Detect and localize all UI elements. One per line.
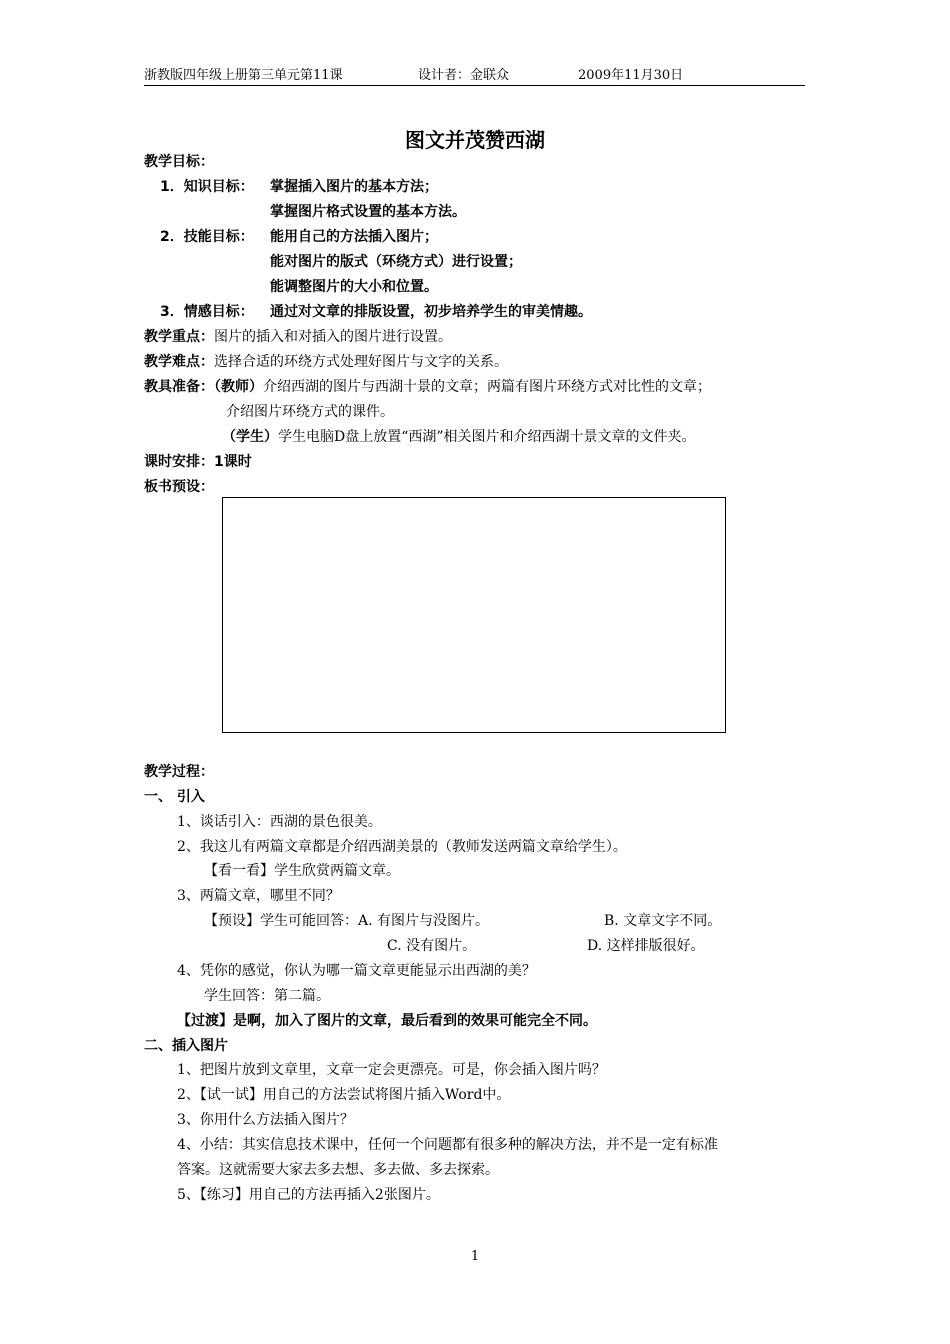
section-2-line-3: 3、你用什么方法插入图片？ <box>177 1112 354 1128</box>
section-2-line-6: 5、【练习】用自己的方法再插入2张图片。 <box>177 1187 440 1203</box>
objective-knowledge-1: 掌握插入图片的基本方法； <box>270 179 438 195</box>
materials-label: 教具准备： <box>144 379 214 395</box>
header-rule <box>144 85 805 86</box>
blackboard-plan-box <box>222 497 726 733</box>
materials-student-text: 学生电脑D盘上放置“西湖”相关图片和介绍西湖十景文章的文件夹。 <box>278 429 696 445</box>
materials-teacher-text-2: 介绍图片环绕方式的课件。 <box>226 404 394 420</box>
section-1-line-1: 1、谈话引入：西湖的景色很美。 <box>177 814 382 830</box>
schedule: 课时安排：1课时 <box>144 454 252 470</box>
objective-emotion-label: 3．情感目标： <box>160 304 254 320</box>
objective-emotion-1: 通过对文章的排版设置，初步培养学生的审美情趣。 <box>270 304 592 320</box>
header-course: 浙教版四年级上册第三单元第11课 <box>144 68 343 83</box>
key-point-text: 图片的插入和对插入的图片进行设置。 <box>214 329 452 345</box>
section-1-line-8: 学生回答：第二篇。 <box>204 988 330 1004</box>
board-label: 板书预设： <box>144 479 214 495</box>
section-1-line-2: 2、我这儿有两篇文章都是介绍西湖美景的（教师发送两篇文章给学生）。 <box>177 839 627 855</box>
page-number: 1 <box>470 1249 480 1264</box>
header-date: 2009年11月30日 <box>578 68 684 83</box>
objective-knowledge-label: 1．知识目标： <box>160 179 254 195</box>
objective-skill-2: 能对图片的版式（环绕方式）进行设置； <box>270 254 522 270</box>
difficulty-line <box>144 353 508 371</box>
section-2-line-2: 2、【试一试】用自己的方法尝试将图片插入Word中。 <box>177 1087 511 1103</box>
section-1-line-4: 3、两篇文章，哪里不同？ <box>177 888 340 904</box>
objective-knowledge-2: 掌握图片格式设置的基本方法。 <box>270 204 466 220</box>
difficulty-label: 教学难点： <box>144 354 214 370</box>
section-1-option-a: 【预设】学生可能回答：A. 有图片与没图片。 <box>204 913 490 929</box>
section-1-option-c: C. 没有图片。 <box>387 938 477 954</box>
materials-line <box>144 378 711 396</box>
key-point-line <box>144 328 452 346</box>
process-heading: 教学过程： <box>144 764 214 780</box>
page-title: 图文并茂赞西湖 <box>405 128 545 152</box>
materials-student-line <box>222 428 696 446</box>
section-1-heading: 一、 引入 <box>144 789 205 805</box>
section-2-line-1: 1、把图片放到文章里，文章一定会更漂亮。可是，你会插入图片吗？ <box>177 1062 606 1078</box>
section-1-option-b: B. 文章文字不同。 <box>604 913 722 929</box>
section-1-line-7: 4、凭你的感觉，你认为哪一篇文章更能显示出西湖的美？ <box>177 963 536 979</box>
section-2-heading: 二、插入图片 <box>144 1038 228 1054</box>
objective-skill-3: 能调整图片的大小和位置。 <box>270 279 438 295</box>
section-2-line-4: 4、小结：其实信息技术课中，任何一个问题都有很多种的解决方法，并不是一定有标准 <box>177 1137 718 1153</box>
materials-student-tag: （学生） <box>222 429 278 445</box>
section-1-option-d: D. 这样排版很好。 <box>587 938 705 954</box>
materials-teacher-text: 介绍西湖的图片与西湖十景的文章；两篇有图片环绕方式对比性的文章； <box>263 379 711 395</box>
objective-skill-1: 能用自己的方法插入图片； <box>270 229 438 245</box>
section-1-transition: 【过渡】是啊，加入了图片的文章，最后看到的效果可能完全不同。 <box>177 1013 597 1029</box>
section-1-line-3: 【看一看】学生欣赏两篇文章。 <box>204 863 400 879</box>
header-designer: 设计者：金联众 <box>418 68 510 83</box>
key-point-label: 教学重点： <box>144 329 214 345</box>
objective-skill-label: 2．技能目标： <box>160 229 254 245</box>
objectives-heading: 教学目标： <box>144 154 214 170</box>
section-2-line-5: 答案。这就需要大家去多去想、多去做、多去探索。 <box>177 1162 499 1178</box>
difficulty-text: 选择合适的环绕方式处理好图片与文字的关系。 <box>214 354 508 370</box>
materials-teacher-tag: （教师） <box>214 379 263 395</box>
